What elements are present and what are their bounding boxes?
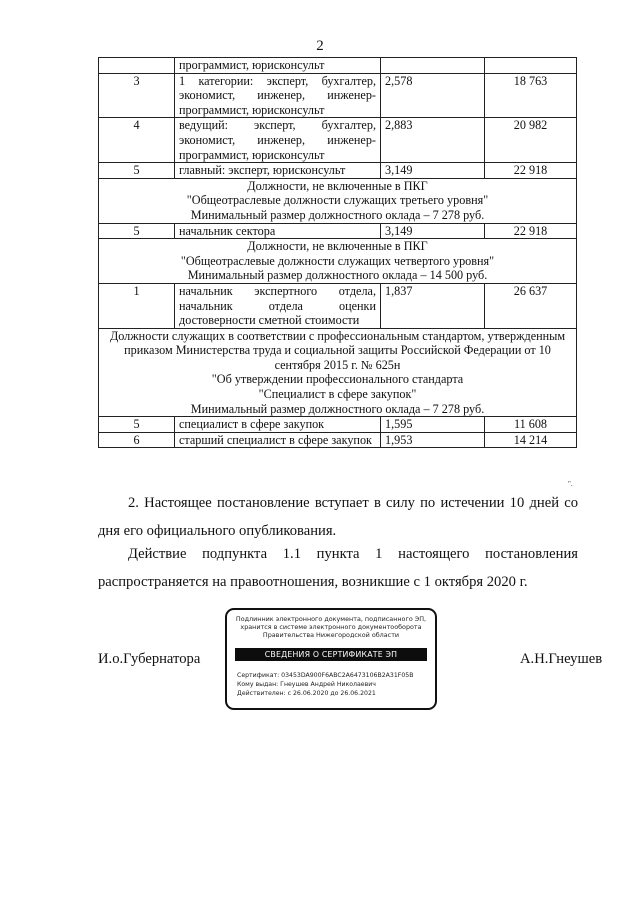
table-row (99, 283, 577, 328)
position-title: старший специалист в сфере закупок (175, 432, 381, 448)
e-signature-stamp (225, 608, 437, 710)
section-heading (99, 178, 577, 223)
stamp-title: СВЕДЕНИЯ О СЕРТИФИКАТЕ ЭП (235, 648, 427, 661)
coefficient: 3,149 (381, 163, 485, 179)
salary: 18 763 (485, 73, 577, 118)
salary (485, 58, 577, 74)
stamp-header-line: Подлинник электронного документа, подписанного ЭП, (235, 615, 427, 623)
row-number: 6 (99, 432, 175, 448)
stamp-certificate: Сертификат: 03453DA900F6ABC2A6473106B2A31F05B (237, 672, 414, 679)
section-heading-line: "Общеотраслевые должности служащих третьего уровня" (186, 193, 489, 208)
position-title: программист, юрисконсульт (175, 58, 381, 74)
position-title: ведущий: эксперт, бухгалтер, экономист, инженер, инженер-программист, юрисконсульт (175, 118, 381, 163)
row-number (99, 58, 175, 74)
coefficient (381, 58, 485, 74)
section-heading-line: Должности, не включенные в ПКГ (247, 178, 428, 193)
section-heading (99, 328, 577, 417)
stamp-valid: Действителен: с 26.06.2020 до 26.06.2021 (237, 690, 376, 697)
coefficient: 2,578 (381, 73, 485, 118)
table-row (99, 58, 577, 74)
salary-table (98, 57, 577, 448)
table-section-row (99, 239, 577, 284)
paragraph-retroactive: Действие подпункта 1.1 пункта 1 настоящего постановления распространяется на правоотношения, возникшие с 1 октября 2020 г. (98, 546, 578, 590)
row-number: 5 (99, 417, 175, 433)
signer-position: И.о.Губернатора (98, 651, 201, 667)
salary: 22 918 (485, 163, 577, 179)
row-number: 5 (99, 163, 175, 179)
position-title: 1 категории: эксперт, бухгалтер, экономист, инженер, инженер-программист, юрисконсульт (175, 73, 381, 118)
row-number: 1 (99, 283, 175, 328)
paragraph-effective-date: 2. Настоящее постановление вступает в силу по истечении 10 дней со дня его официального опубликования. (98, 495, 578, 539)
page-number: 2 (316, 38, 324, 54)
coefficient: 1,837 (381, 283, 485, 328)
table-row (99, 432, 577, 448)
table-row (99, 73, 577, 118)
stamp-header (227, 615, 435, 639)
row-number: 4 (99, 118, 175, 163)
position-title: начальник экспертного отдела, начальник отдела оценки достоверности сметной стоимости (175, 283, 381, 328)
position-title: начальник сектора (175, 223, 381, 239)
stamp-issued-to: Кому выдан: Гнеушев Андрей Николаевич (237, 681, 376, 688)
section-heading-line: Минимальный размер должностного оклада – 7 278 руб. (190, 207, 485, 222)
salary: 14 214 (485, 432, 577, 448)
coefficient: 2,883 (381, 118, 485, 163)
coefficient: 1,953 (381, 432, 485, 448)
table-row (99, 417, 577, 433)
table-section-row (99, 178, 577, 223)
section-heading-line: Минимальный размер должностного оклада – 14 500 руб. (187, 268, 488, 283)
salary: 20 982 (485, 118, 577, 163)
salary: 26 637 (485, 283, 577, 328)
row-number: 5 (99, 223, 175, 239)
table-section-row (99, 328, 577, 417)
position-title: специалист в сфере закупок (175, 417, 381, 433)
section-heading-line: "Специалист в сфере закупок" (258, 387, 417, 402)
row-number: 3 (99, 73, 175, 118)
signer-name: А.Н.Гнеушев (520, 651, 603, 667)
table-row (99, 223, 577, 239)
section-heading-line: "Об утверждении профессионального стандарта (211, 372, 464, 387)
position-title: главный: эксперт, юрисконсульт (175, 163, 381, 179)
section-heading-line: Должности служащих в соответствии с профессиональным стандартом, утвержденным приказом Министерства труда и социальной защиты Российской Федерации от 10 сентября 2015 г. № 625н (109, 328, 566, 372)
section-heading-line: Должности, не включенные в ПКГ (247, 239, 428, 254)
salary: 11 608 (485, 417, 577, 433)
stamp-header-line: хранится в системе электронного документооборота (240, 623, 422, 631)
stamp-header-line: Правительства Нижегородской области (262, 631, 400, 639)
section-heading-line: Минимальный размер должностного оклада – 7 278 руб. (190, 401, 485, 416)
coefficient: 3,149 (381, 223, 485, 239)
section-heading-line: "Общеотраслевые должности служащих четвертого уровня" (180, 253, 495, 268)
salary: 22 918 (485, 223, 577, 239)
scan-mark: ". (568, 480, 573, 488)
section-heading (99, 239, 577, 284)
table-row (99, 163, 577, 179)
table-row (99, 118, 577, 163)
coefficient: 1,595 (381, 417, 485, 433)
